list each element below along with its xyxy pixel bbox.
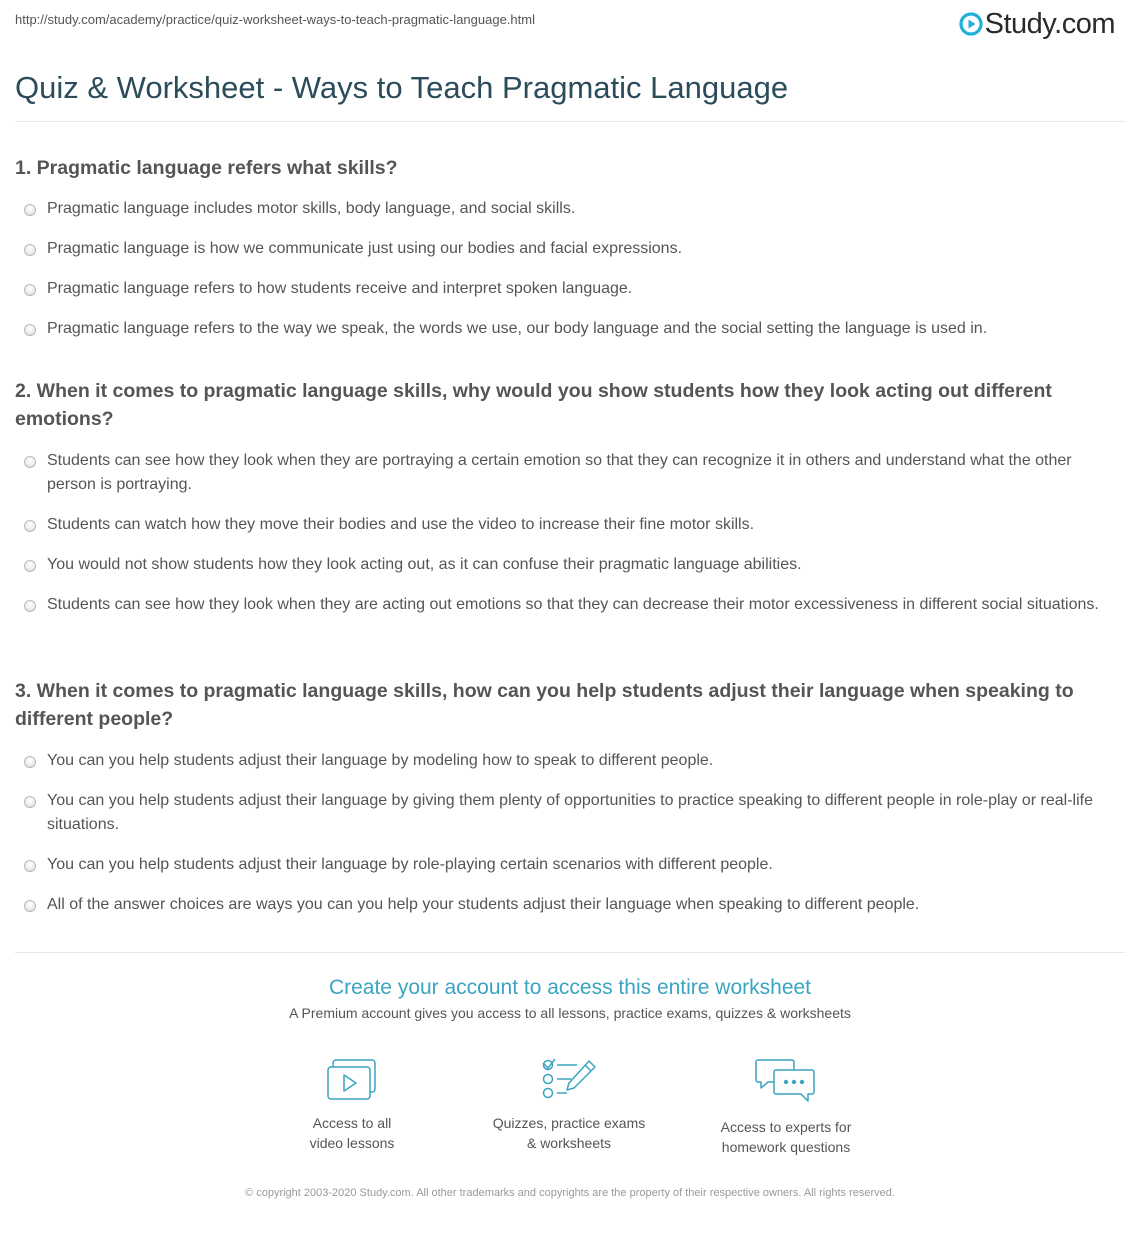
create-account-link[interactable]: Create your account to access this entire worksheet: [328, 976, 812, 999]
radio-button[interactable]: [24, 324, 36, 336]
answer-choice[interactable]: [24, 197, 1114, 221]
radio-button[interactable]: [24, 900, 36, 912]
answer-choice[interactable]: [24, 449, 1114, 497]
radio-button[interactable]: [24, 796, 36, 808]
answer-choice[interactable]: [24, 749, 1114, 773]
play-circle-icon: [959, 12, 983, 36]
title-divider: [15, 121, 1125, 122]
radio-button[interactable]: [24, 284, 36, 296]
feature-label-line: Access to all: [312, 1115, 392, 1131]
radio-button[interactable]: [24, 756, 36, 768]
quiz-checklist-icon: [541, 1058, 597, 1102]
radio-button[interactable]: [24, 600, 36, 612]
radio-button[interactable]: [24, 456, 36, 468]
cta-subtitle: A Premium account gives you access to all lessons, practice exams, quizzes & worksheets: [289, 1005, 851, 1021]
answer-choice[interactable]: [24, 237, 1114, 261]
radio-button[interactable]: [24, 860, 36, 872]
answer-choice-label: All of the answer choices are ways you can you help your students adjust their language when speaking to different people.: [47, 896, 920, 913]
answer-choice-label: Students can see how they look when they are portraying a certain emotion so that they can recognize it in others and understand what the other person is portraying.: [47, 452, 1072, 493]
feature-label-line: video lessons: [309, 1135, 395, 1151]
answer-choice[interactable]: [24, 553, 1114, 577]
answer-choice[interactable]: [24, 317, 1114, 341]
question-2: 2. When it comes to pragmatic language skills, why would you show students how they look acting out different emotions?: [15, 380, 1052, 430]
feature-experts: [676, 1058, 896, 1157]
radio-button[interactable]: [24, 204, 36, 216]
feature-video-lessons: [242, 1058, 462, 1153]
question-1: 1. Pragmatic language refers what skills?: [15, 157, 398, 179]
question-3: 3. When it comes to pragmatic language skills, how can you help students adjust their language when speaking to different people?: [15, 680, 1074, 730]
answer-choice[interactable]: [24, 789, 1114, 837]
feature-quizzes: [459, 1058, 679, 1153]
page-url: http://study.com/academy/practice/quiz-worksheet-ways-to-teach-pragmatic-language.html: [15, 12, 535, 27]
answer-choice-label: Students can watch how they move their bodies and use the video to increase their fine motor skills.: [47, 516, 755, 533]
radio-button[interactable]: [24, 560, 36, 572]
answer-choice-label: Pragmatic language refers to the way we speak, the words we use, our body language and the social setting the language is used in.: [47, 320, 988, 337]
answer-choice[interactable]: [24, 277, 1114, 301]
radio-button[interactable]: [24, 244, 36, 256]
answer-choice[interactable]: [24, 593, 1114, 617]
answer-choice-label: Pragmatic language is how we communicate just using our bodies and facial expressions.: [47, 240, 683, 257]
feature-label-line: homework questions: [721, 1139, 851, 1155]
chat-bubbles-icon: [754, 1058, 818, 1106]
answer-choice-label: You can you help students adjust their language by giving them plenty of opportunities to practice speaking to different people in role-play or real-life situations.: [47, 792, 1093, 833]
answer-choice[interactable]: [24, 513, 1114, 537]
cta-divider: [15, 952, 1125, 953]
radio-button[interactable]: [24, 520, 36, 532]
logo-text: Study.com: [984, 7, 1115, 40]
answer-choice-label: You would not show students how they look acting out, as it can confuse their pragmatic language abilities.: [47, 556, 802, 573]
study-logo[interactable]: [959, 5, 1115, 43]
feature-label-line: & worksheets: [526, 1135, 612, 1151]
answer-choice[interactable]: [24, 853, 1114, 877]
feature-label-line: Quizzes, practice exams: [492, 1115, 646, 1131]
answer-choice[interactable]: [24, 893, 1114, 917]
video-lessons-icon: [326, 1058, 378, 1102]
copyright-footer: © copyright 2003-2020 Study.com. All other trademarks and copyrights are the property of their respective owners. All rights reserved.: [245, 1187, 895, 1199]
top-bar: [0, 0, 1140, 50]
page-title: Quiz & Worksheet - Ways to Teach Pragmatic Language: [15, 70, 789, 105]
feature-label-line: Access to experts for: [720, 1119, 852, 1135]
answer-choice-label: Pragmatic language includes motor skills, body language, and social skills.: [47, 200, 576, 217]
answer-choice-label: Pragmatic language refers to how students receive and interpret spoken language.: [47, 280, 633, 297]
answer-choice-label: You can you help students adjust their language by modeling how to speak to different people.: [47, 752, 714, 769]
answer-choice-label: You can you help students adjust their language by role-playing certain scenarios with different people.: [47, 856, 773, 873]
answer-choice-label: Students can see how they look when they are acting out emotions so that they can decrease their motor excessiveness in different social situations.: [47, 596, 1099, 613]
